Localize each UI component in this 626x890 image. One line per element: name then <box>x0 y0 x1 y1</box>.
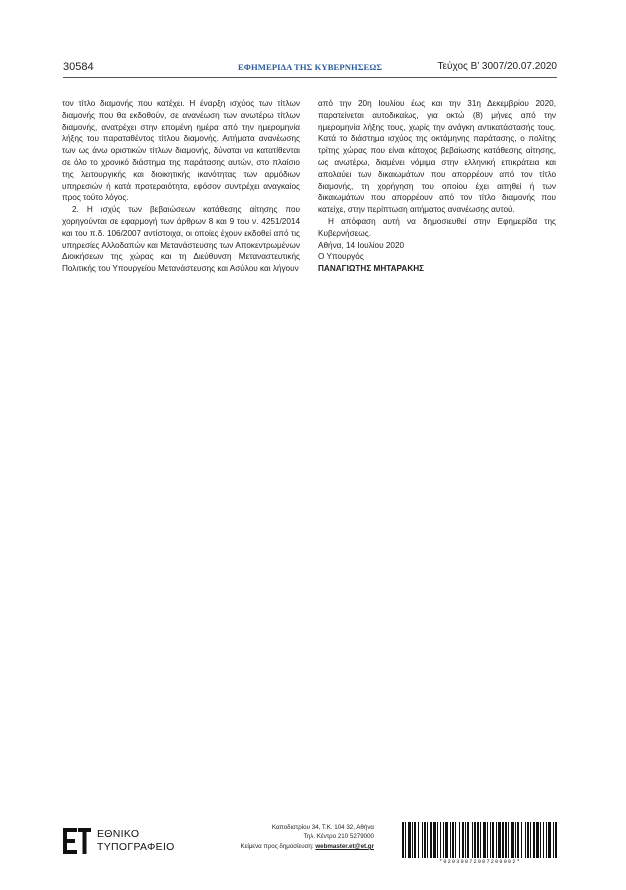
barcode-bar <box>414 822 416 858</box>
logo-line-1: ΕΘΝΙΚΟ <box>97 828 140 840</box>
left-paragraph-1: τον τίτλο διαμονής που κατέχει. Η έναρξη ισχύος των τίτλων διαμονής που θα εκδοθούν, σε ανανέωση των ανωτέρω τίτλων διαμονής, ανατρέχει στην επομένη ημέρα από την ημερομηνία λήξης του παραταθέντος τίτλου διαμονής. Αιτήματα ανανέωσης των ως άνω οριστικών τίτλων διαμονής, δύναται να κατατίθενται σε όλο το χρονικό διάστημα της παράτασης αυτών, στο πλαίσιο της λειτουργικής και διοικητικής ικανότητας των αρμόδιων υπηρεσιών ή κατά προτεραιότητα, εφόσον συντρέχει αναγκαίος προς τούτο λόγος. <box>62 99 300 203</box>
barcode-bar <box>467 822 469 858</box>
footer-address: Καποδιστρίου 34, Τ.Κ. 104 32, Αθήνα <box>271 824 374 831</box>
barcode-bar <box>530 822 531 858</box>
right-paragraph-1: από την 20η Ιουλίου έως και την 31η Δεκεμβρίου 2020, παρατείνεται αυτοδικαίως, για οκτώ (8) μήνες από την ημερομηνία λήξης τους, χωρίς την ανάγκη αντικατάστασής τους. Κατά το διάστημα ισχύος της οκτάμηνης παράτασης, ο πολίτης τρίτης χώρας που είναι κάτοχος βεβαίωσης κατάθεσης αίτησης, ως ανωτέρω, διαμένει νόμιμα στην ελληνική επικράτεια και απολαύει των δικαιωμάτων που απορρέουν από τον τίτλο διαμονής, τη χορήγηση του οποίου έχει αιτηθεί ή των δικαιωμάτων που απορρέουν από τον τίτλο διαμονής που κατείχε, στην περίπτωση αιτήματος ανανέωσης αυτού. <box>318 99 556 215</box>
barcode-bar <box>418 822 419 858</box>
footer-phone: Τηλ. Κέντρο 210 5279000 <box>303 833 374 841</box>
barcode-bar <box>445 822 448 858</box>
barcode-bar <box>427 822 428 858</box>
barcode-bar <box>515 822 516 858</box>
footer-email-line <box>240 842 374 851</box>
barcode-bar <box>450 822 451 858</box>
signature-date: Αθήνα, 14 Ιουλίου 2020 <box>318 240 405 250</box>
left-column <box>62 98 300 275</box>
barcode-bar <box>546 822 547 858</box>
left-paragraph-2: 2. Η ισχύς των βεβαιώσεων κατάθεσης αίτησης που χορηγούνται σε εφαρμογή των άρθρων 8 και 9 του ν. 4251/2014 και του π.δ. 106/2007 αντίστοιχα, οι οποίες έχουν εκδοθεί από τις υπηρεσίες Αλλοδαπών και Μετανάστευσης των Αποκεντρωμένων Διοικήσεων της χώρας και τη Διεύθυνση Μεταναστευτικής Πολιτικής του Υπουργείου Μετανάστευσης και Ασύλου και λήγουν <box>62 205 300 274</box>
barcode-bar <box>483 822 486 858</box>
barcode-bar <box>405 822 406 858</box>
barcode-bar <box>422 822 423 858</box>
barcode-bar <box>480 822 481 858</box>
barcode-bar <box>443 822 444 858</box>
et-logo-icon <box>63 828 91 854</box>
barcode-bar <box>498 822 501 858</box>
barcode-digits: *02030072007200002* <box>439 859 521 865</box>
barcode-bar <box>490 822 491 858</box>
footer-contact <box>240 823 374 851</box>
national-printing-office-logo <box>63 826 183 856</box>
signature-name: ΠΑΝΑΓΙΩΤΗΣ ΜΗΤΑΡΑΚΗΣ <box>318 264 425 274</box>
barcode-bar <box>521 822 522 858</box>
barcode-bar <box>487 822 488 858</box>
barcode-bar <box>536 822 539 858</box>
right-paragraph-2: Η απόφαση αυτή να δημοσιευθεί στην Εφημερίδα της Κυβερνήσεως. <box>318 216 556 238</box>
barcode-bar <box>433 822 436 858</box>
barcode-bar <box>412 822 413 858</box>
barcode-bar <box>548 822 551 858</box>
barcode-bar <box>525 822 526 858</box>
barcode-bar <box>408 822 411 858</box>
barcode-bar <box>553 822 554 858</box>
barcode-bar <box>462 822 464 858</box>
barcode-bar <box>543 822 544 858</box>
barcode-bar <box>517 822 519 858</box>
page-header <box>63 61 557 75</box>
barcode <box>402 822 558 858</box>
gazette-title: ΕΦΗΜΕΡΙΔΑ ΤΗΣ ΚΥΒΕΡΝΗΣΕΩΣ <box>237 62 383 72</box>
logo-text <box>97 828 175 853</box>
barcode-bar <box>555 822 557 858</box>
barcode-bar <box>527 822 529 858</box>
issue-reference: Τεύχος Β’ 3007/20.07.2020 <box>437 61 557 72</box>
barcode-bar <box>437 822 438 858</box>
barcode-bar <box>533 822 535 858</box>
barcode-bar <box>452 822 454 858</box>
barcode-bar <box>465 822 466 858</box>
barcode-bar <box>496 822 497 858</box>
barcode-bar <box>474 822 476 858</box>
barcode-bar <box>477 822 479 858</box>
barcode-bar <box>402 822 404 858</box>
barcode-bar <box>502 822 504 858</box>
barcode-bar <box>440 822 441 858</box>
right-column <box>318 98 556 275</box>
barcode-bar <box>430 822 432 858</box>
footer-email-link[interactable]: webmaster.et@et.gr <box>315 842 374 850</box>
barcode-bar <box>459 822 460 858</box>
page-number: 30584 <box>63 61 94 73</box>
barcode-bar <box>472 822 473 858</box>
barcode-bar <box>424 822 426 858</box>
signature-role: Ο Υπουργός <box>318 252 364 262</box>
barcode-bar <box>455 822 456 858</box>
barcode-bar <box>508 822 509 858</box>
header-rule <box>63 77 557 78</box>
footer-email-label: Κείμενα προς δημοσίευση: <box>240 842 314 850</box>
barcode-bar <box>540 822 541 858</box>
barcode-bar <box>505 822 507 858</box>
barcode-bar <box>511 822 514 858</box>
barcode-bar <box>492 822 494 858</box>
logo-line-2: ΤΥΠΟΓΡΑΦΕΙΟ <box>97 840 175 853</box>
